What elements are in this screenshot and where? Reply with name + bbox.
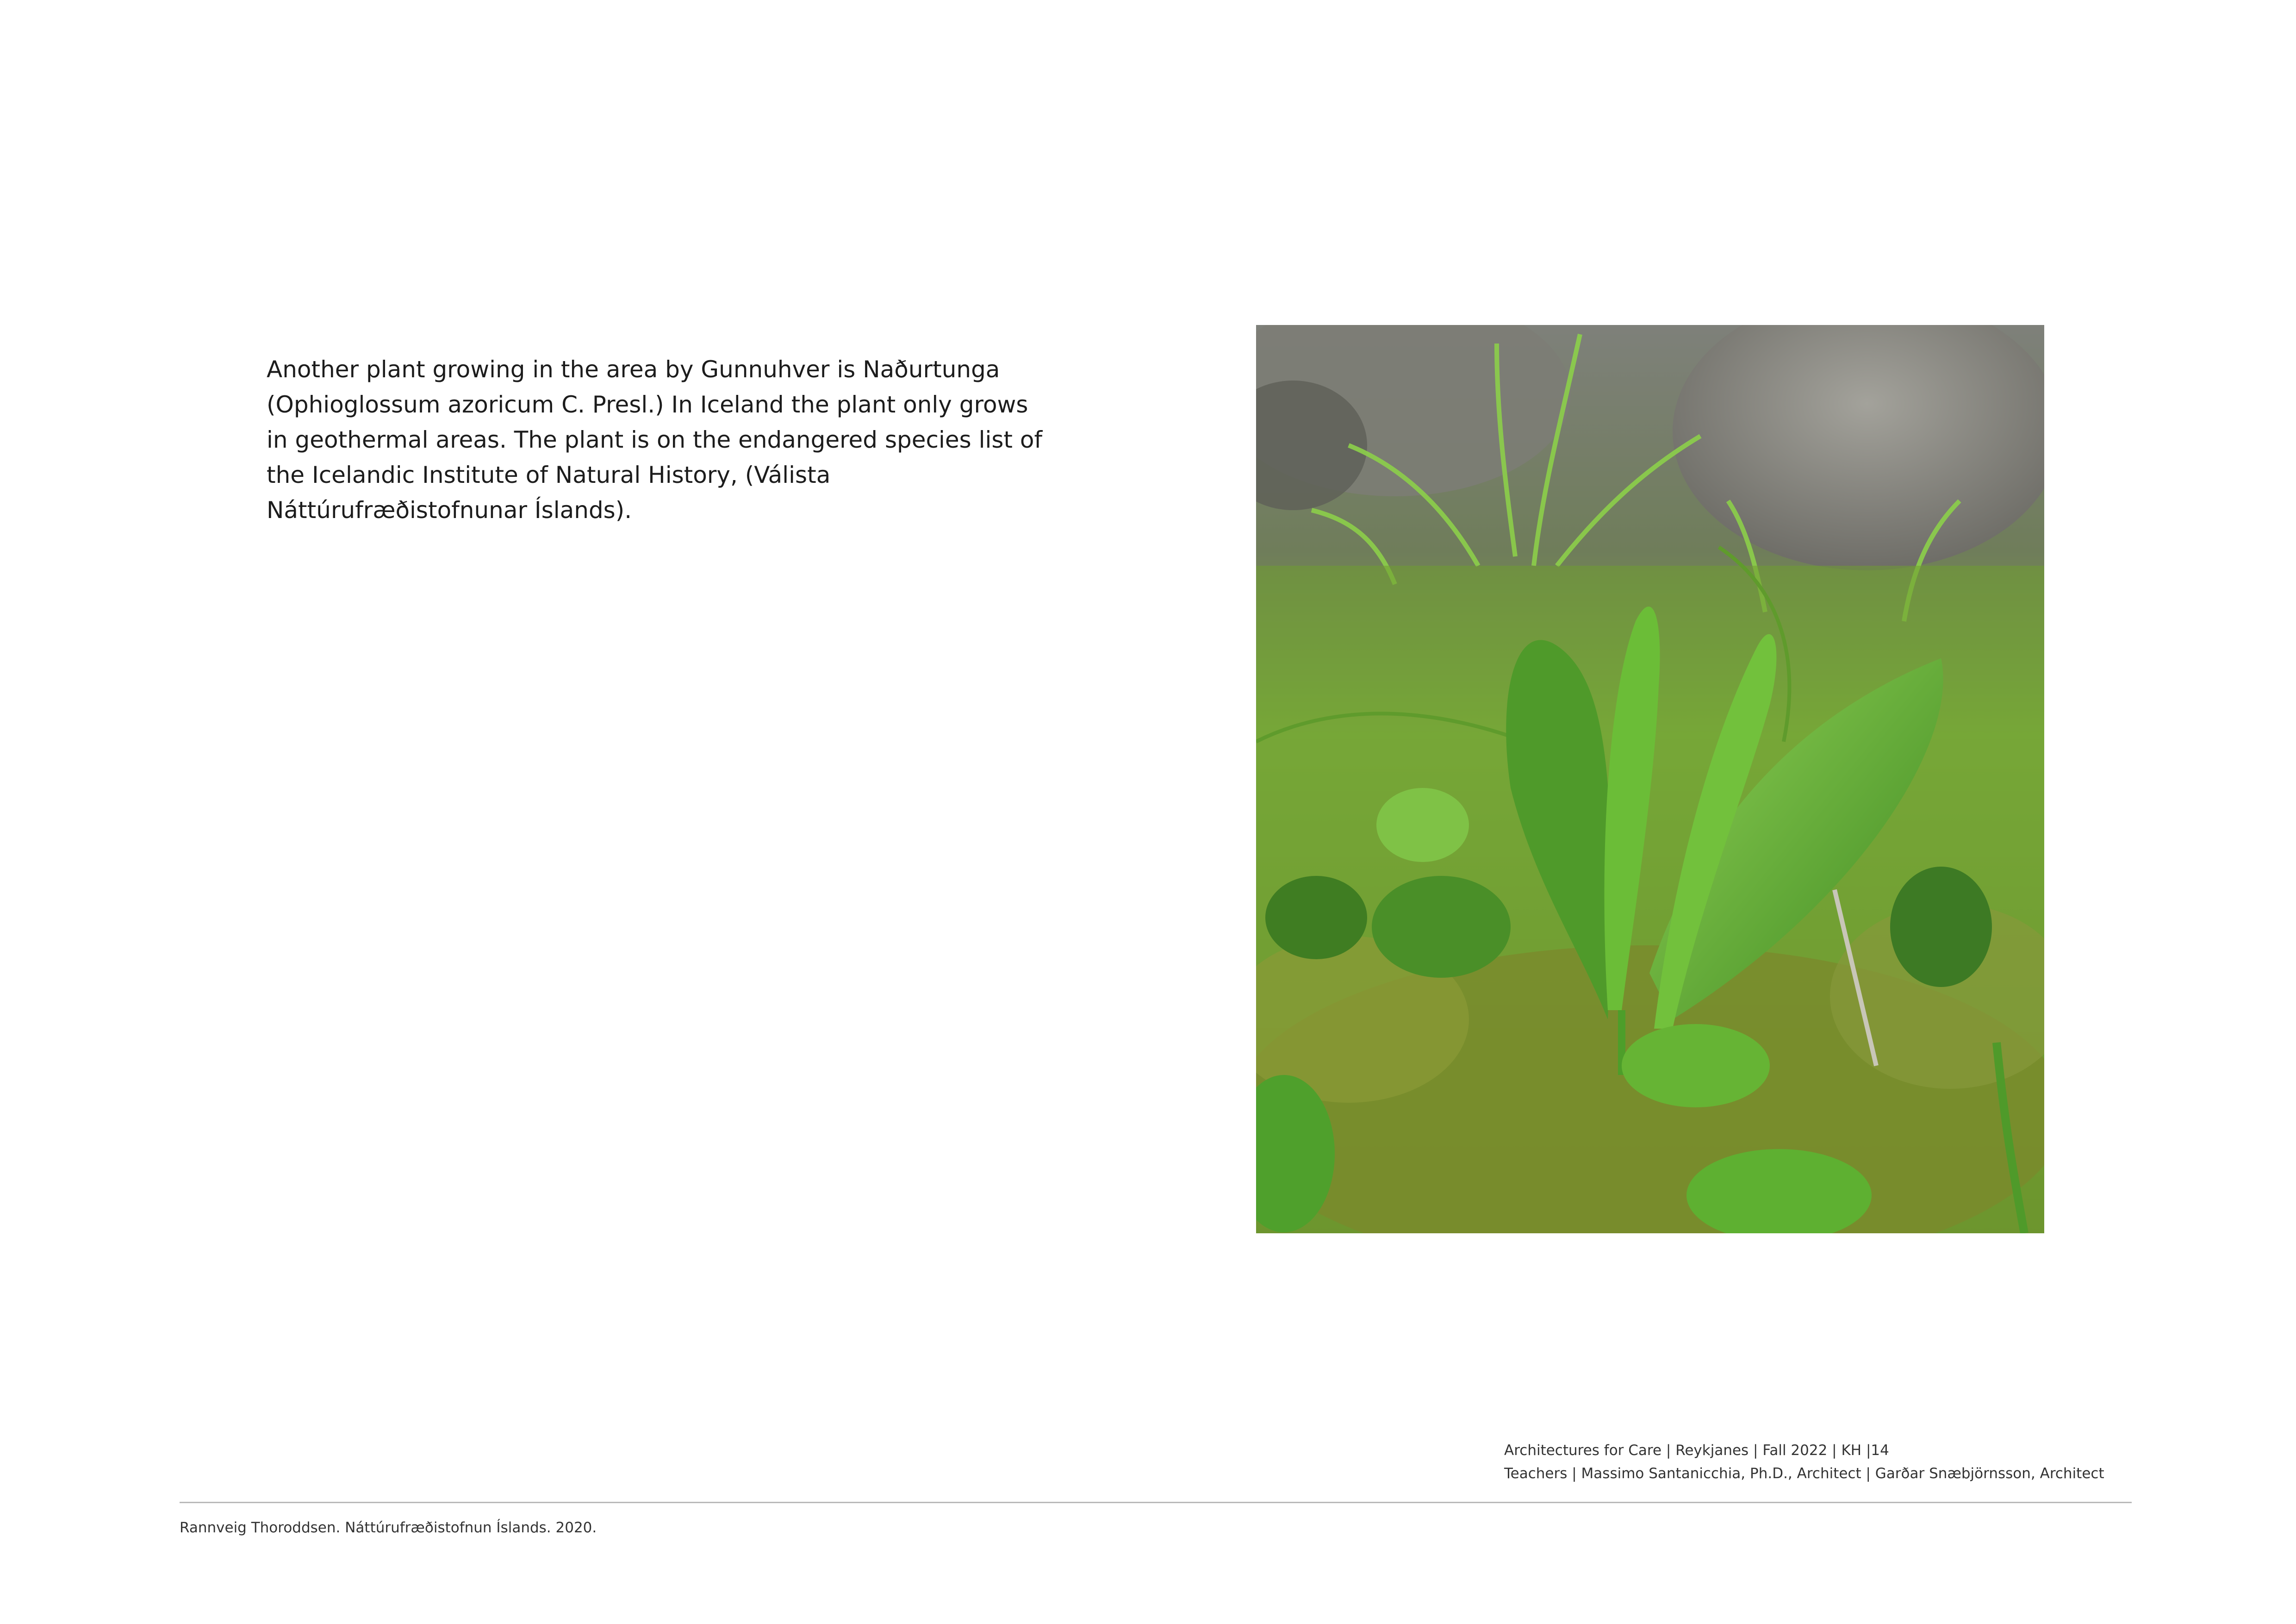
plant-illustration [1256,325,2044,1233]
project-line: Architectures for Care | Reykjanes | Fall 2022 | KH |14 [1504,1442,1889,1459]
teachers-line: Teachers | Massimo Santanicchia, Ph.D., Architect | Garðar Snæbjörnsson, Architect [1504,1465,2104,1482]
plant-photo [1256,325,2044,1233]
footer-info [1504,1439,2104,1485]
body-paragraph: Another plant growing in the area by Gunnuhver is Naðurtunga (Ophioglossum azoricum C. Presl.) In Iceland the plant only grows in geothermal areas. The plant is on the endangered species list of the Icelandic Institute of Natural History, (Válista Náttúrufræðistofnunar Íslands). [267,356,1043,524]
image-credit: Rannveig Thoroddsen. Náttúrufræðistofnun Íslands. 2020. [180,1519,597,1536]
footer-divider [180,1502,2132,1503]
